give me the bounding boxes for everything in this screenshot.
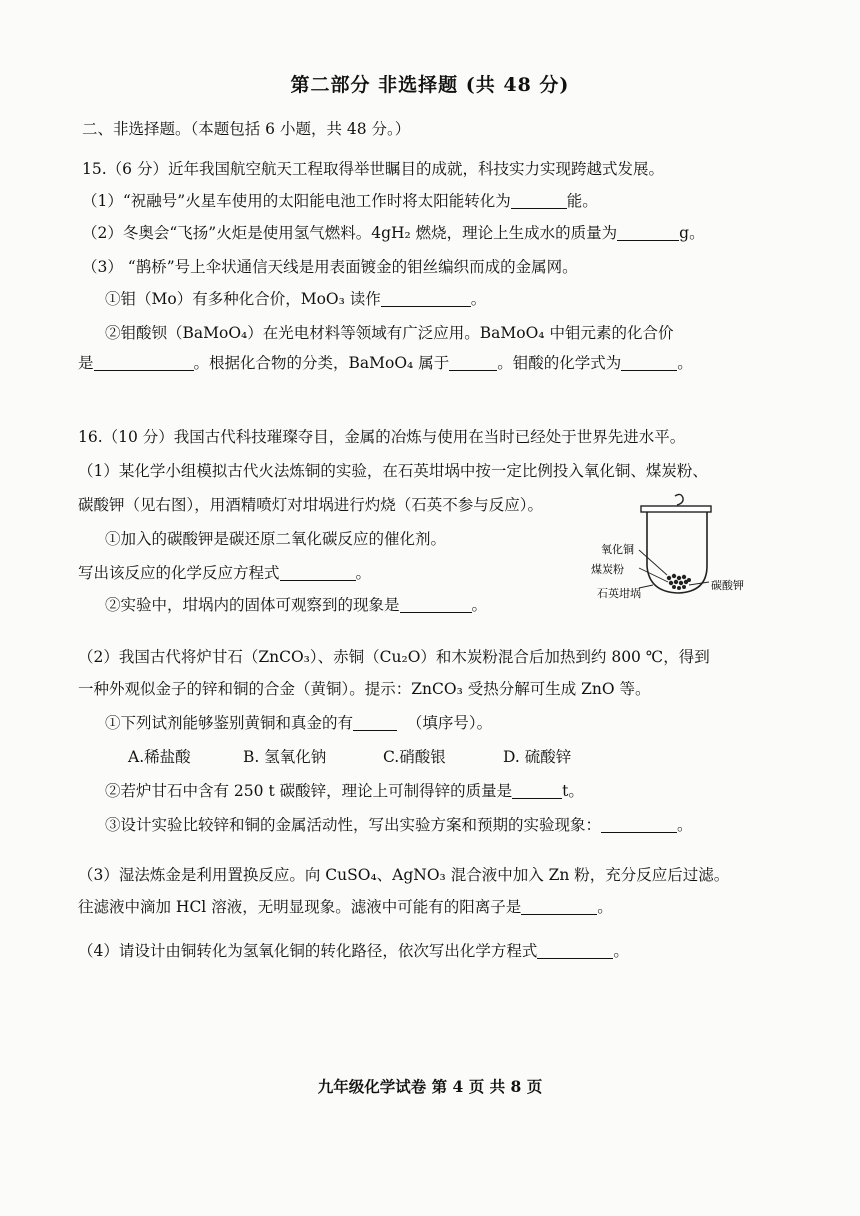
answer-blank[interactable] (94, 354, 194, 371)
answer-blank[interactable] (521, 898, 597, 915)
label-cuo: 氧化铜 (601, 543, 634, 556)
q16-part2: （2）我国古代将炉甘石（ZnCO₃）、赤铜（Cu₂O）和木炭粉混合后加热到约 800 ℃，得到 (78, 648, 710, 666)
q15-part3-1-text: ①钼（Mo）有多种化合价，MoO₃ 读作 (105, 290, 381, 308)
q16-part3-line2 (78, 896, 613, 918)
q15-part3-2-text-c: 。钼酸的化学式为 (497, 354, 622, 372)
q15-part3-2-text-b: 。根据化合物的分类，BaMoO₄ 属于 (193, 354, 450, 372)
q15-part3: （3） “鹊桥”号上伞状通信天线是用表面镀金的钼丝编织而成的金属网。 (82, 258, 578, 276)
section-intro: 二、非选择题。（本题包括 6 小题，共 48 分。） (82, 120, 411, 138)
q15-part2 (82, 222, 705, 244)
q16-part4-text: （4）请设计由铜转化为氢氧化铜的转化路径，依次写出化学方程式 (78, 942, 538, 960)
answer-blank[interactable] (617, 224, 679, 241)
q16-part1-1-line2 (78, 562, 371, 584)
crucible-diagram (583, 490, 763, 605)
q16-part4-tail: 。 (613, 942, 629, 960)
q16-part2-3-text: ③设计实验比较锌和铜的金属活动性，写出实验方案和预期的实验现象： (105, 816, 602, 834)
answer-blank[interactable] (512, 782, 562, 799)
q15-part3-1 (105, 288, 486, 310)
q15-part1-tail: 能。 (566, 192, 598, 210)
q16-part2-1-tail: （填序号）。 (406, 714, 493, 732)
leader-line (639, 585, 653, 588)
q16-part1-2 (105, 594, 487, 616)
q15-part1-text: （1）“祝融号”火星车使用的太阳能电池工作时将太阳能转化为 (82, 192, 511, 210)
q16-part2-1 (105, 712, 492, 734)
label-crucible: 石英坩埚 (597, 587, 641, 600)
answer-blank[interactable] (400, 596, 472, 613)
q15-part3-2-text-a: 是 (78, 354, 94, 372)
option-c[interactable]: C.硝酸银 (383, 748, 446, 766)
page-title: 第二部分 非选择题 (共 48 分) (290, 74, 570, 96)
q15-stem: 15.（6 分）近年我国航空航天工程取得举世瞩目的成就，科技实力实现跨越式发展。 (82, 160, 664, 178)
q16-part3-tail: 。 (597, 898, 613, 916)
q16-part1-2-text: ②实验中，坩埚内的固体可观察到的现象是 (105, 596, 400, 614)
q16-options (128, 746, 571, 768)
q16-part1-1-text: 写出该反应的化学反应方程式 (78, 564, 280, 582)
lid-hook-icon (675, 494, 683, 505)
q16-part1-2-tail: 。 (471, 596, 488, 614)
solid-mixture (667, 574, 691, 590)
q16-part2-2-text: ②若炉甘石中含有 250 t 碳酸锌，理论上可制得锌的质量是 (105, 782, 513, 800)
q15-part3-2-line2 (78, 352, 693, 374)
q16-part2-3 (105, 814, 693, 836)
option-a[interactable]: A.稀盐酸 (128, 748, 191, 766)
leader-line (639, 550, 667, 575)
q16-part2-3-tail: 。 (677, 816, 693, 834)
answer-blank[interactable] (353, 714, 397, 731)
option-d[interactable]: D. 硫酸锌 (503, 748, 572, 766)
q15-part3-2-text-d: 。 (677, 354, 693, 372)
answer-blank[interactable] (601, 816, 677, 833)
option-b[interactable]: B. 氢氧化钠 (243, 748, 327, 766)
leader-line (689, 582, 709, 585)
answer-blank[interactable] (511, 192, 567, 209)
q15-part3-2: ②钼酸钡（BaMoO₄）在光电材料等领域有广泛应用。BaMoO₄ 中钼元素的化合价 (105, 324, 674, 342)
q16-stem: 16.（10 分）我国古代科技璀璨夺目，金属的冶炼与使用在当时已经处于世界先进水平。 (78, 428, 686, 446)
page-footer: 九年级化学试卷 第 4 页 共 8 页 (317, 1077, 543, 1096)
answer-blank[interactable] (537, 942, 613, 959)
answer-blank[interactable] (449, 354, 497, 371)
q16-part1-1: ①加入的碳酸钾是碳还原二氧化碳反应的催化剂。 (105, 530, 447, 548)
q16-part2-2 (105, 780, 584, 802)
q16-part2-line2: 一种外观似金子的锌和铜的合金（黄铜）。提示：ZnCO₃ 受热分解可生成 ZnO 等。 (78, 680, 651, 698)
q16-part3: （3）湿法炼金是利用置换反应。向 CuSO₄、AgNO₃ 混合液中加入 Zn 粉，充分反应后过滤。 (78, 866, 730, 884)
q16-part1-1-tail: 。 (355, 564, 372, 582)
crucible-lid (641, 506, 711, 512)
q16-part1-line2: 碳酸钾（见右图），用酒精喷灯对坩埚进行灼烧（石英不参与反应）。 (78, 496, 544, 514)
q15-part2-tail: g。 (679, 224, 705, 242)
answer-blank[interactable] (621, 354, 677, 371)
q15-part1 (82, 190, 598, 212)
q16-part2-1-text: ①下列试剂能够鉴别黄铜和真金的有 (105, 714, 354, 732)
leader-line (639, 568, 668, 582)
q16-part4 (78, 940, 629, 962)
q16-part3-text: 往滤液中滴加 HCl 溶液，无明显现象。滤液中可能有的阳离子是 (78, 898, 522, 916)
answer-blank[interactable] (280, 564, 356, 581)
q15-part2-text: （2）冬奥会“飞扬”火炬是使用氢气燃料。4gH₂ 燃烧，理论上生成水的质量为 (82, 224, 618, 242)
label-coal: 煤炭粉 (591, 563, 624, 576)
label-k2co3: 碳酸钾 (711, 579, 744, 592)
q16-part2-2-tail: t。 (562, 782, 584, 800)
answer-blank[interactable] (381, 290, 471, 307)
q15-part3-1-tail: 。 (470, 290, 487, 308)
q16-part1: （1）某化学小组模拟古代火法炼铜的实验，在石英坩埚中按一定比例投入氧化铜、煤炭粉、 (78, 462, 708, 480)
